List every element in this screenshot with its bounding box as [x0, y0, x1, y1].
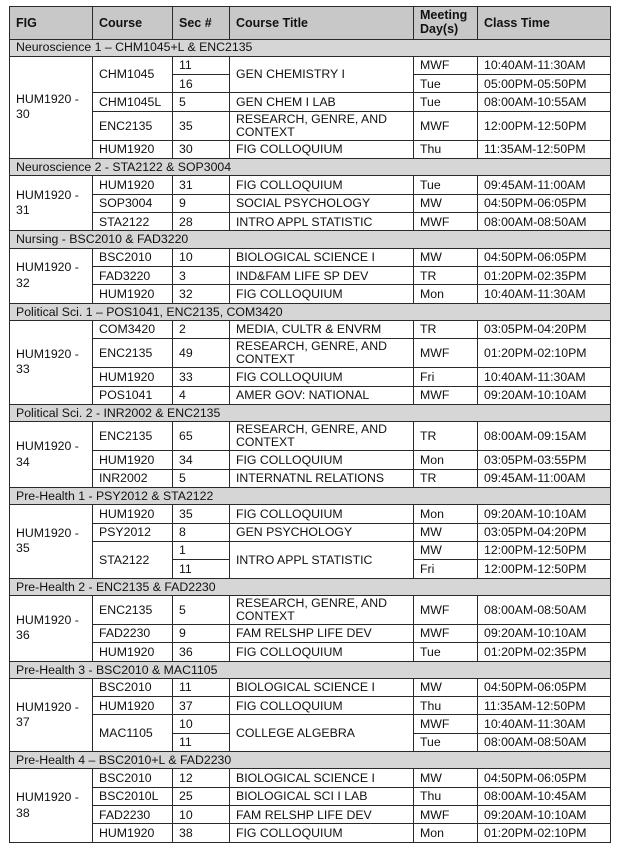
time-cell: 10:40AM-11:30AM	[478, 368, 611, 386]
section-cell: 49	[173, 339, 230, 368]
group-row	[10, 404, 611, 421]
table-row	[10, 422, 611, 451]
time-cell: 05:00PM-05:50PM	[478, 75, 611, 93]
course-cell: HUM1920	[93, 451, 173, 469]
table-row	[10, 93, 611, 111]
time-cell: 09:45AM-11:00AM	[478, 176, 611, 194]
course-cell: STA2122	[93, 541, 173, 578]
section-cell: 2	[173, 320, 230, 338]
section-cell: 11	[173, 733, 230, 751]
day-cell: TR	[414, 469, 478, 487]
day-cell: MW	[414, 248, 478, 266]
section-cell: 28	[173, 213, 230, 231]
group-row	[10, 39, 611, 56]
day-cell: TR	[414, 320, 478, 338]
fig-cell: HUM1920 - 30	[10, 56, 93, 158]
course-cell: HUM1920	[93, 697, 173, 715]
title-cell: MEDIA, CULTR & ENVRM	[230, 320, 414, 338]
day-cell: Thu	[414, 787, 478, 805]
title-cell: RESEARCH, GENRE, AND CONTEXT	[230, 111, 414, 140]
section-cell: 31	[173, 176, 230, 194]
table-row	[10, 285, 611, 303]
section-cell: 8	[173, 523, 230, 541]
title-cell: GEN PSYCHOLOGY	[230, 523, 414, 541]
title-cell: INTERNATNL RELATIONS	[230, 469, 414, 487]
day-cell: Thu	[414, 697, 478, 715]
time-cell: 01:20PM-02:10PM	[478, 824, 611, 843]
title-cell: BIOLOGICAL SCIENCE I	[230, 248, 414, 266]
title-cell: RESEARCH, GENRE, AND CONTEXT	[230, 595, 414, 624]
time-cell: 01:20PM-02:10PM	[478, 339, 611, 368]
course-cell: HUM1920	[93, 643, 173, 661]
table-row	[10, 451, 611, 469]
group-name: Political Sci. 1 – POS1041, ENC2135, COM3420	[10, 303, 611, 320]
header-title: Course Title	[230, 7, 414, 40]
time-cell: 08:00AM-10:55AM	[478, 93, 611, 111]
section-cell: 11	[173, 56, 230, 74]
header-class-time: Class Time	[478, 7, 611, 40]
time-cell: 09:20AM-10:10AM	[478, 806, 611, 824]
time-cell: 04:50PM-06:05PM	[478, 194, 611, 212]
group-row	[10, 303, 611, 320]
course-cell: CHM1045L	[93, 93, 173, 111]
course-cell: BSC2010	[93, 248, 173, 266]
group-name: Nursing - BSC2010 & FAD3220	[10, 231, 611, 248]
day-cell: MW	[414, 541, 478, 559]
course-cell: COM3420	[93, 320, 173, 338]
course-cell: INR2002	[93, 469, 173, 487]
course-cell: ENC2135	[93, 111, 173, 140]
time-cell: 08:00AM-10:45AM	[478, 787, 611, 805]
group-row	[10, 752, 611, 769]
table-row	[10, 715, 611, 733]
title-cell: RESEARCH, GENRE, AND CONTEXT	[230, 339, 414, 368]
course-cell: SOP3004	[93, 194, 173, 212]
title-cell: FIG COLLOQUIUM	[230, 176, 414, 194]
day-cell: Mon	[414, 451, 478, 469]
section-cell: 35	[173, 111, 230, 140]
time-cell: 04:50PM-06:05PM	[478, 248, 611, 266]
course-cell: PSY2012	[93, 523, 173, 541]
section-cell: 11	[173, 560, 230, 578]
time-cell: 04:50PM-06:05PM	[478, 678, 611, 696]
section-cell: 36	[173, 643, 230, 661]
table-row	[10, 248, 611, 266]
fig-cell: HUM1920 - 36	[10, 595, 93, 661]
group-name: Pre-Health 3 - BSC2010 & MAC1105	[10, 661, 611, 678]
group-name: Neuroscience 1 – CHM1045+L & ENC2135	[10, 39, 611, 56]
fig-cell: HUM1920 - 31	[10, 176, 93, 231]
course-cell: BSC2010L	[93, 787, 173, 805]
group-row	[10, 231, 611, 248]
title-cell: INTRO APPL STATISTIC	[230, 213, 414, 231]
title-cell: FIG COLLOQUIUM	[230, 140, 414, 158]
time-cell: 09:45AM-11:00AM	[478, 469, 611, 487]
day-cell: Tue	[414, 176, 478, 194]
day-cell: MWF	[414, 339, 478, 368]
group-name: Political Sci. 2 - INR2002 & ENC2135	[10, 404, 611, 421]
course-cell: FAD2230	[93, 624, 173, 642]
course-cell: HUM1920	[93, 505, 173, 523]
fig-cell: HUM1920 - 33	[10, 320, 93, 404]
time-cell: 11:35AM-12:50PM	[478, 140, 611, 158]
day-cell: TR	[414, 422, 478, 451]
course-cell: HUM1920	[93, 140, 173, 158]
title-cell: FIG COLLOQUIUM	[230, 285, 414, 303]
section-cell: 37	[173, 697, 230, 715]
course-cell: BSC2010	[93, 769, 173, 787]
course-cell: FAD3220	[93, 266, 173, 284]
title-cell: FAM RELSHP LIFE DEV	[230, 624, 414, 642]
group-row	[10, 661, 611, 678]
table-row	[10, 194, 611, 212]
group-name: Pre-Health 1 - PSY2012 & STA2122	[10, 488, 611, 505]
course-cell: POS1041	[93, 386, 173, 404]
title-cell: FIG COLLOQUIUM	[230, 451, 414, 469]
day-cell: Tue	[414, 643, 478, 661]
day-cell: Thu	[414, 140, 478, 158]
course-cell: MAC1105	[93, 715, 173, 752]
time-cell: 12:00PM-12:50PM	[478, 560, 611, 578]
table-row	[10, 320, 611, 338]
day-cell: MW	[414, 678, 478, 696]
time-cell: 01:20PM-02:35PM	[478, 643, 611, 661]
header-sec: Sec #	[173, 7, 230, 40]
section-cell: 10	[173, 806, 230, 824]
table-row	[10, 697, 611, 715]
table-row	[10, 523, 611, 541]
header-meeting-days: Meeting Day(s)	[414, 7, 478, 40]
time-cell: 08:00AM-09:15AM	[478, 422, 611, 451]
time-cell: 08:00AM-08:50AM	[478, 213, 611, 231]
title-cell: FIG COLLOQUIUM	[230, 824, 414, 843]
title-cell: INTRO APPL STATISTIC	[230, 541, 414, 578]
title-cell: AMER GOV: NATIONAL	[230, 386, 414, 404]
schedule-body	[10, 39, 611, 843]
title-cell: RESEARCH, GENRE, AND CONTEXT	[230, 422, 414, 451]
group-row	[10, 488, 611, 505]
table-row	[10, 769, 611, 787]
day-cell: Mon	[414, 505, 478, 523]
table-row	[10, 386, 611, 404]
table-row	[10, 266, 611, 284]
section-cell: 10	[173, 248, 230, 266]
course-cell: STA2122	[93, 213, 173, 231]
section-cell: 3	[173, 266, 230, 284]
time-cell: 04:50PM-06:05PM	[478, 769, 611, 787]
title-cell: COLLEGE ALGEBRA	[230, 715, 414, 752]
day-cell: MW	[414, 523, 478, 541]
section-cell: 16	[173, 75, 230, 93]
table-row	[10, 806, 611, 824]
header-course: Course	[93, 7, 173, 40]
table-row	[10, 140, 611, 158]
title-cell: GEN CHEM I LAB	[230, 93, 414, 111]
table-row	[10, 339, 611, 368]
title-cell: FAM RELSHP LIFE DEV	[230, 806, 414, 824]
title-cell: BIOLOGICAL SCIENCE I	[230, 678, 414, 696]
time-cell: 09:20AM-10:10AM	[478, 624, 611, 642]
day-cell: MWF	[414, 111, 478, 140]
time-cell: 03:05PM-03:55PM	[478, 451, 611, 469]
course-cell: HUM1920	[93, 824, 173, 843]
fig-cell: HUM1920 - 38	[10, 769, 93, 843]
time-cell: 10:40AM-11:30AM	[478, 715, 611, 733]
table-row	[10, 541, 611, 559]
group-row	[10, 578, 611, 595]
time-cell: 01:20PM-02:35PM	[478, 266, 611, 284]
day-cell: MWF	[414, 595, 478, 624]
course-cell: HUM1920	[93, 368, 173, 386]
time-cell: 08:00AM-08:50AM	[478, 733, 611, 751]
time-cell: 10:40AM-11:30AM	[478, 285, 611, 303]
table-row	[10, 824, 611, 843]
table-row	[10, 213, 611, 231]
fig-schedule-table	[9, 6, 611, 843]
course-cell: ENC2135	[93, 422, 173, 451]
header-fig: FIG	[10, 7, 93, 40]
section-cell: 35	[173, 505, 230, 523]
section-cell: 1	[173, 541, 230, 559]
time-cell: 08:00AM-08:50AM	[478, 595, 611, 624]
time-cell: 03:05PM-04:20PM	[478, 320, 611, 338]
course-cell: HUM1920	[93, 285, 173, 303]
time-cell: 12:00PM-12:50PM	[478, 111, 611, 140]
fig-cell: HUM1920 - 32	[10, 248, 93, 303]
table-row	[10, 624, 611, 642]
section-cell: 5	[173, 469, 230, 487]
title-cell: FIG COLLOQUIUM	[230, 643, 414, 661]
table-row	[10, 505, 611, 523]
time-cell: 12:00PM-12:50PM	[478, 541, 611, 559]
time-cell: 09:20AM-10:10AM	[478, 505, 611, 523]
time-cell: 11:35AM-12:50PM	[478, 697, 611, 715]
day-cell: Tue	[414, 93, 478, 111]
section-cell: 9	[173, 624, 230, 642]
group-name: Pre-Health 4 – BSC2010+L & FAD2230	[10, 752, 611, 769]
time-cell: 03:05PM-04:20PM	[478, 523, 611, 541]
title-cell: BIOLOGICAL SCIENCE I	[230, 769, 414, 787]
title-cell: FIG COLLOQUIUM	[230, 697, 414, 715]
table-row	[10, 111, 611, 140]
course-cell: CHM1045	[93, 56, 173, 93]
section-cell: 30	[173, 140, 230, 158]
group-name: Neuroscience 2 - STA2122 & SOP3004	[10, 159, 611, 176]
section-cell: 33	[173, 368, 230, 386]
day-cell: Mon	[414, 285, 478, 303]
day-cell: Tue	[414, 733, 478, 751]
day-cell: MW	[414, 194, 478, 212]
title-cell: GEN CHEMISTRY I	[230, 56, 414, 93]
day-cell: MWF	[414, 213, 478, 231]
section-cell: 5	[173, 93, 230, 111]
day-cell: MWF	[414, 56, 478, 74]
day-cell: Mon	[414, 824, 478, 843]
group-row	[10, 159, 611, 176]
table-row	[10, 56, 611, 74]
course-cell: HUM1920	[93, 176, 173, 194]
day-cell: Fri	[414, 560, 478, 578]
title-cell: BIOLOGICAL SCI I LAB	[230, 787, 414, 805]
section-cell: 4	[173, 386, 230, 404]
section-cell: 9	[173, 194, 230, 212]
course-cell: ENC2135	[93, 339, 173, 368]
title-cell: FIG COLLOQUIUM	[230, 505, 414, 523]
day-cell: TR	[414, 266, 478, 284]
title-cell: FIG COLLOQUIUM	[230, 368, 414, 386]
table-row	[10, 678, 611, 696]
course-cell: BSC2010	[93, 678, 173, 696]
fig-cell: HUM1920 - 37	[10, 678, 93, 751]
section-cell: 25	[173, 787, 230, 805]
time-cell: 10:40AM-11:30AM	[478, 56, 611, 74]
section-cell: 10	[173, 715, 230, 733]
table-row	[10, 368, 611, 386]
section-cell: 65	[173, 422, 230, 451]
course-cell: FAD2230	[93, 806, 173, 824]
day-cell: MW	[414, 769, 478, 787]
day-cell: MWF	[414, 624, 478, 642]
time-cell: 09:20AM-10:10AM	[478, 386, 611, 404]
section-cell: 11	[173, 678, 230, 696]
day-cell: MWF	[414, 806, 478, 824]
section-cell: 38	[173, 824, 230, 843]
section-cell: 5	[173, 595, 230, 624]
fig-cell: HUM1920 - 35	[10, 505, 93, 578]
section-cell: 12	[173, 769, 230, 787]
title-cell: IND&FAM LIFE SP DEV	[230, 266, 414, 284]
section-cell: 34	[173, 451, 230, 469]
course-cell: ENC2135	[93, 595, 173, 624]
group-name: Pre-Health 2 - ENC2135 & FAD2230	[10, 578, 611, 595]
title-cell: SOCIAL PSYCHOLOGY	[230, 194, 414, 212]
day-cell: Tue	[414, 75, 478, 93]
day-cell: MWF	[414, 386, 478, 404]
table-row	[10, 595, 611, 624]
table-row	[10, 469, 611, 487]
table-row	[10, 643, 611, 661]
header-row	[10, 7, 611, 40]
table-row	[10, 787, 611, 805]
fig-cell: HUM1920 - 34	[10, 422, 93, 488]
table-row	[10, 176, 611, 194]
section-cell: 32	[173, 285, 230, 303]
day-cell: Fri	[414, 368, 478, 386]
day-cell: MWF	[414, 715, 478, 733]
